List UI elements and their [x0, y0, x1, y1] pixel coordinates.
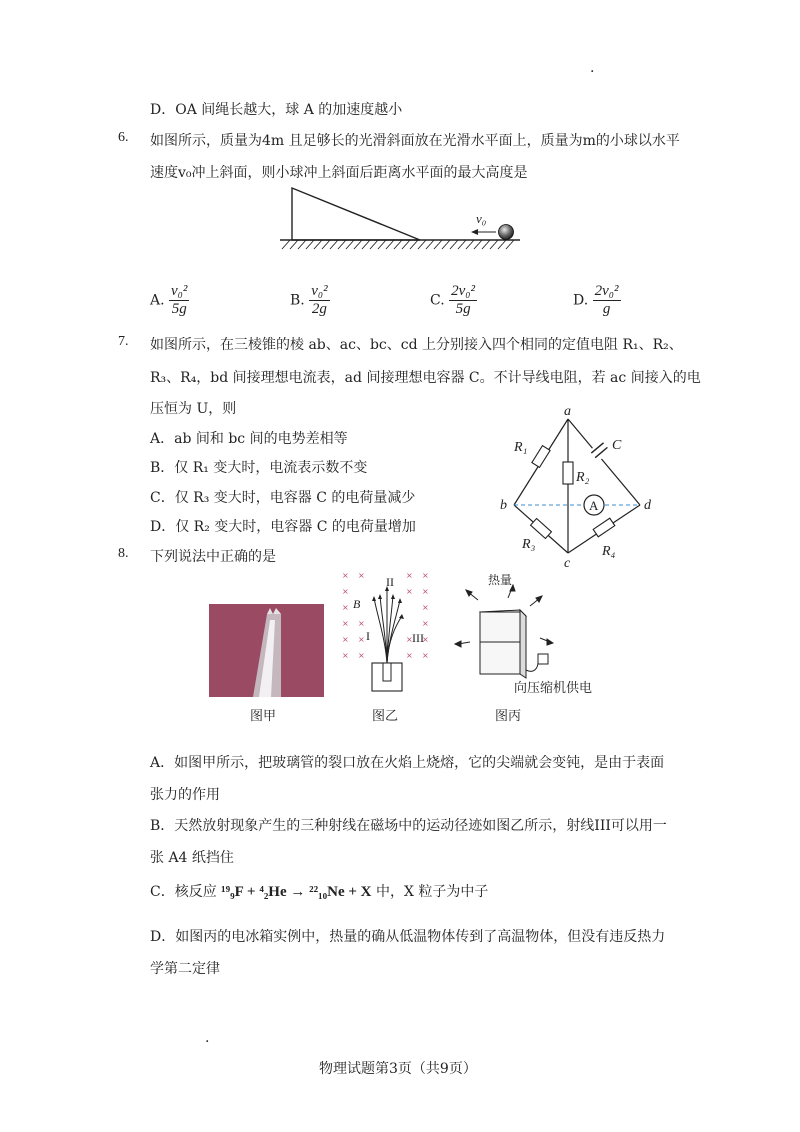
option-letter: B. — [290, 292, 305, 309]
fig-yi-radiation — [338, 568, 438, 698]
svg-text:×: × — [342, 651, 349, 660]
caption-yi: 图乙 — [372, 709, 399, 724]
q8-option-a-line1: A．如图甲所示，把玻璃管的裂口放在火焰上烧熔，它的尖端就会变钝，是由于表面 — [150, 755, 665, 771]
svg-text:×: × — [358, 619, 365, 628]
ball — [499, 225, 514, 240]
top-mark: . — [590, 60, 595, 76]
power-outlet — [538, 654, 548, 664]
q7-option-d: D．仅 R₂ 变大时，电容器 C 的电荷量增加 — [150, 519, 416, 535]
q6-text-line2: 速度v₀冲上斜面，则小球冲上斜面后距离水平面的最大高度是 — [150, 165, 528, 181]
svg-text:×: × — [422, 571, 429, 580]
svg-text:×: × — [342, 587, 349, 596]
ammeter-label: A — [589, 498, 599, 513]
option-letter: A. — [150, 292, 165, 309]
r3-label: R₃ — [522, 537, 536, 552]
frac-denominator: 5g — [171, 301, 187, 317]
svg-text:×: × — [342, 619, 349, 628]
q8-option-d-line2: 学第二定律 — [150, 961, 220, 977]
q6-option-d — [573, 283, 621, 318]
resistor-r3 — [531, 518, 552, 538]
option-letter: C. — [430, 292, 445, 309]
fridge-side — [520, 610, 526, 678]
svg-text:×: × — [358, 635, 365, 644]
ray-iii-label: III — [412, 631, 424, 645]
svg-text:×: × — [422, 651, 429, 660]
ray-arrowheads — [372, 586, 404, 619]
q5-option-d: D．OA 间绳长越大，球 A 的加速度越小 — [150, 102, 403, 118]
node-a-label: a — [564, 405, 571, 419]
r4-label: R₄ — [602, 544, 616, 559]
q6-option-a — [150, 283, 189, 318]
q7-text-line1: 如图所示，在三棱锥的棱 ab、ac、bc、cd 上分别接入四个相同的定值电阻 R₁、R₂、 — [150, 337, 683, 353]
frac-denominator: 2g — [311, 301, 327, 317]
q8-option-c — [150, 881, 488, 901]
svg-text:×: × — [422, 635, 429, 644]
q7-text-line3: 压恒为 U，则 — [150, 401, 237, 417]
svg-text:×: × — [422, 619, 429, 628]
caption-jia: 图甲 — [250, 709, 277, 724]
q8-option-a-line2: 张力的作用 — [150, 787, 220, 803]
q6-text-line1: 如图所示，质量为4m 且足够长的光滑斜面放在光滑水平面上，质量为m的小球以水平 — [150, 133, 680, 149]
svg-text:×: × — [342, 571, 349, 580]
option-c-prefix: C．核反应 — [150, 884, 217, 900]
velocity-arrowhead — [471, 229, 478, 235]
capacitor-label: C — [612, 438, 622, 453]
q7-text-line2: R₃、R₄，bd 间接理想电流表，ad 间接理想电容器 C。不计导线电阻，若 ac 间接入的电 — [150, 370, 701, 386]
fridge-front — [480, 612, 520, 674]
svg-text:×: × — [406, 587, 413, 596]
node-b-label: b — [500, 498, 507, 513]
r2-label: R₂ — [576, 470, 590, 485]
fig-jia-glass-tube — [209, 604, 324, 697]
resistor-r1 — [532, 446, 550, 468]
ray-ii-label: II — [386, 575, 394, 589]
power-cord — [526, 662, 538, 671]
option-letter: D. — [573, 292, 589, 309]
node-d-label: d — [644, 498, 651, 513]
capacitor-c — [589, 440, 610, 461]
svg-text:×: × — [406, 651, 413, 660]
power-label: 向压缩机供电 — [514, 681, 593, 696]
q7-option-c: C．仅 R₃ 变大时，电容器 C 的电荷量减少 — [150, 490, 416, 506]
q6-option-b — [290, 283, 330, 318]
frac-numerator: v₀² — [311, 283, 328, 299]
q6-incline-figure — [280, 183, 520, 251]
svg-text:×: × — [358, 571, 365, 580]
q6-number: 6. — [118, 130, 129, 145]
resistor-r4 — [593, 518, 615, 537]
q7-option-b: B．仅 R₁ 变大时，电流表示数不变 — [150, 460, 368, 476]
svg-text:×: × — [422, 603, 429, 612]
wire-ad — [568, 419, 640, 505]
svg-text:×: × — [422, 587, 429, 596]
q7-number: 7. — [118, 334, 129, 349]
svg-text:×: × — [358, 651, 365, 660]
svg-text:×: × — [342, 635, 349, 644]
ground-hatching — [282, 240, 514, 249]
r1-label: R₁ — [514, 440, 528, 455]
ray-i-label: I — [366, 629, 370, 643]
caption-bing: 图丙 — [495, 709, 522, 724]
svg-text:×: × — [342, 603, 349, 612]
heat-label: 热量 — [488, 573, 513, 587]
node-c-label: c — [564, 556, 571, 570]
ray-tracks — [374, 588, 402, 663]
q8-option-b-line1: B．天然放射现象产生的三种射线在磁场中的运动径迹如图乙所示，射线III可以用一 — [150, 818, 667, 834]
q8-text: 下列说法中正确的是 — [150, 549, 276, 565]
source-slot — [383, 663, 391, 681]
page-footer: 物理试题第3页（共9页） — [319, 1061, 477, 1077]
resistor-r2 — [563, 462, 573, 484]
b-field-label: B — [353, 597, 361, 611]
q8-option-b-line2: 张 A4 纸挡住 — [150, 850, 234, 866]
incline-wedge — [292, 188, 420, 240]
q7-circuit-figure — [490, 405, 670, 570]
bottom-mark: . — [205, 1030, 210, 1046]
svg-text:×: × — [406, 635, 413, 644]
v0-label: v₀ — [476, 211, 487, 226]
frac-denominator: 5g — [455, 301, 471, 317]
svg-text:×: × — [406, 571, 413, 580]
frac-numerator: 2v₀² — [594, 283, 619, 299]
frac-numerator: v₀² — [171, 283, 188, 299]
q7-option-a: A．ab 间和 bc 间的电势差相等 — [150, 431, 348, 447]
option-c-suffix: 中，X 粒子为中子 — [375, 884, 489, 900]
frac-denominator: g — [602, 301, 611, 317]
q8-option-d-line1: D．如图丙的电冰箱实例中，热量的确从低温物体传到了高温物体，但没有违反热力 — [150, 929, 666, 945]
frac-numerator: 2v₀² — [451, 283, 475, 299]
nuclear-reaction-equation: ¹⁹₉F + ⁴₂He → ²²₁₀Ne + X — [221, 884, 372, 900]
q6-option-c — [430, 283, 477, 318]
q8-number: 8. — [118, 546, 129, 561]
